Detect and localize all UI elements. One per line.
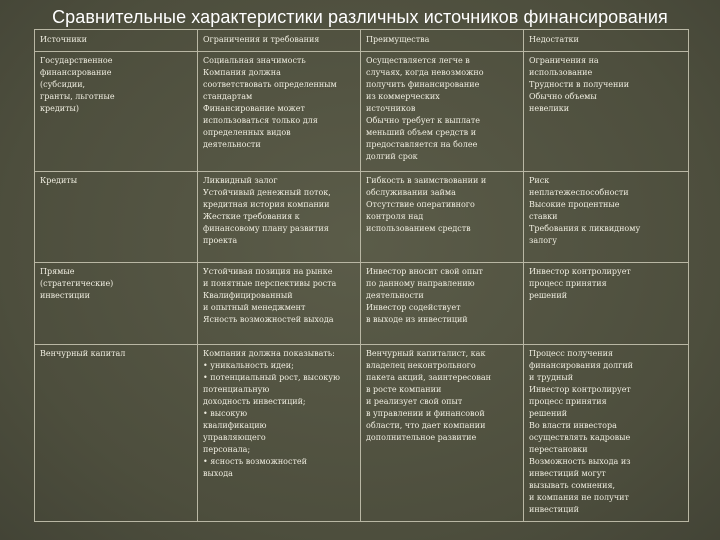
- cell-text-line: Во власти инвестора: [529, 421, 617, 430]
- header-cell-disadvantages: Недостатки: [524, 30, 689, 52]
- disadvantages-cell: [524, 172, 689, 263]
- cell-text-line: Трудности в получении: [529, 80, 630, 89]
- cell-text-line: финансирования долгий: [529, 361, 633, 370]
- cell-text-line: решений: [529, 291, 568, 300]
- table-row: [35, 263, 689, 345]
- cell-text-line: гранты, льготные: [40, 92, 115, 101]
- cell-text-line: Компания должна: [203, 68, 281, 77]
- cell-text-line: стандартам: [203, 92, 253, 101]
- cell-text-line: определенных видов: [203, 128, 291, 137]
- cell-text-line: Высокие процентные: [529, 200, 620, 209]
- advantages-cell: [361, 345, 524, 522]
- cell-text-line: предоставляется на более: [366, 140, 478, 149]
- cell-text-line: долгий срок: [366, 152, 418, 161]
- cell-text-line: персонала;: [203, 445, 251, 454]
- cell-text-line: процесс принятия: [529, 279, 607, 288]
- cell-text-line: обслуживании займа: [366, 188, 456, 197]
- cell-text-line: неплатежеспособности: [529, 188, 629, 197]
- cell-text-line: решений: [529, 409, 568, 418]
- cell-text-line: Кредиты: [40, 176, 78, 185]
- cell-text-line: доходность инвестиций;: [203, 397, 306, 406]
- cell-text-line: кредитная история компании: [203, 200, 330, 209]
- table-row: [35, 345, 689, 522]
- disadvantages-cell: [524, 52, 689, 172]
- cell-text-line: (стратегические): [40, 279, 114, 288]
- header-cell-requirements: Ограничения и требования: [198, 30, 361, 52]
- cell-text-line: осуществлять кадровые: [529, 433, 631, 442]
- cell-text-line: Инвестор контролирует: [529, 385, 631, 394]
- cell-text-line: и компания не получит: [529, 493, 629, 502]
- cell-text-line: Венчурный капиталист, как: [366, 349, 486, 358]
- cell-text-line: • ясность возможностей: [203, 457, 307, 466]
- requirements-cell: [198, 172, 361, 263]
- table-row: [35, 172, 689, 263]
- cell-text-line: соответствовать определенным: [203, 80, 337, 89]
- source-cell: [35, 52, 198, 172]
- disadvantages-cell: [524, 345, 689, 522]
- cell-text-line: Компания должна показывать:: [203, 349, 335, 358]
- cell-text-line: деятельности: [203, 140, 261, 149]
- cell-text-line: Прямые: [40, 267, 75, 276]
- cell-text-line: невелики: [529, 104, 570, 113]
- requirements-cell: [198, 263, 361, 345]
- cell-text-line: Обычно объемы: [529, 92, 597, 101]
- cell-text-line: деятельности: [366, 291, 424, 300]
- cell-text-line: в выходе из инвестиций: [366, 315, 468, 324]
- cell-text-line: инвестиций: [529, 505, 579, 514]
- cell-text-line: по данному направлению: [366, 279, 475, 288]
- source-cell: [35, 345, 198, 522]
- cell-text-line: Инвестор контролирует: [529, 267, 631, 276]
- cell-text-line: владелец неконтрольного: [366, 361, 476, 370]
- cell-text-line: • уникальность идеи;: [203, 361, 294, 370]
- cell-text-line: пакета акций, заинтересован: [366, 373, 491, 382]
- header-cell-sources: Источники: [35, 30, 198, 52]
- cell-text-line: Инвестор вносит свой опыт: [366, 267, 483, 276]
- cell-text-line: Венчурный капитал: [40, 349, 126, 358]
- cell-text-line: дополнительное развитие: [366, 433, 477, 442]
- cell-text-line: залогу: [529, 236, 557, 245]
- cell-text-line: управляющего: [203, 433, 266, 442]
- cell-text-line: случаях, когда невозможно: [366, 68, 484, 77]
- cell-text-line: • потенциальный рост, высокую: [203, 373, 340, 382]
- advantages-cell: [361, 263, 524, 345]
- cell-text-line: ставки: [529, 212, 558, 221]
- header-cell-advantages: Преимущества: [361, 30, 524, 52]
- cell-text-line: в росте компании: [366, 385, 442, 394]
- cell-text-line: использоваться только для: [203, 116, 318, 125]
- cell-text-line: области, что дает компании: [366, 421, 486, 430]
- cell-text-line: потенциальную: [203, 385, 270, 394]
- cell-text-line: в управлении и финансовой: [366, 409, 485, 418]
- cell-text-line: Устойчивый денежный поток,: [203, 188, 331, 197]
- advantages-cell: [361, 172, 524, 263]
- cell-text-line: Инвестор содействует: [366, 303, 461, 312]
- source-cell: [35, 263, 198, 345]
- cell-text-line: Ликвидный залог: [203, 176, 278, 185]
- cell-text-line: Риск: [529, 176, 550, 185]
- cell-text-line: Устойчивая позиция на рынке: [203, 267, 333, 276]
- cell-text-line: Ограничения на: [529, 56, 599, 65]
- advantages-cell: [361, 52, 524, 172]
- cell-text-line: Социальная значимость: [203, 56, 306, 65]
- cell-text-line: из коммерческих: [366, 92, 440, 101]
- cell-text-line: Жесткие требования к: [203, 212, 300, 221]
- cell-text-line: Финансирование может: [203, 104, 305, 113]
- cell-text-line: Требования к ликвидному: [529, 224, 641, 233]
- cell-text-line: Отсутствие оперативного: [366, 200, 475, 209]
- cell-text-line: контроля над: [366, 212, 424, 221]
- cell-text-line: Квалифицированный: [203, 291, 293, 300]
- cell-text-line: квалификацию: [203, 421, 267, 430]
- slide-title: Сравнительные характеристики различных источников финансирования: [52, 7, 668, 27]
- cell-text-line: получить финансирование: [366, 80, 480, 89]
- cell-text-line: Гибкость в заимствовании и: [366, 176, 487, 185]
- table-row: [35, 52, 689, 172]
- cell-text-line: • высокую: [203, 409, 248, 418]
- cell-text-line: финансовому плану развития: [203, 224, 329, 233]
- cell-text-line: использованием средств: [366, 224, 471, 233]
- cell-text-line: выхода: [203, 469, 233, 478]
- cell-text-line: финансирование: [40, 68, 112, 77]
- cell-text-line: перестановки: [529, 445, 588, 454]
- cell-text-line: инвестиций могут: [529, 469, 606, 478]
- cell-text-line: Государственное: [40, 56, 113, 65]
- cell-text-line: инвестиции: [40, 291, 90, 300]
- cell-text-line: процесс принятия: [529, 397, 607, 406]
- cell-text-line: и понятные перспективы роста: [203, 279, 337, 288]
- cell-text-line: источников: [366, 104, 416, 113]
- cell-text-line: кредиты): [40, 104, 80, 113]
- requirements-cell: [198, 345, 361, 522]
- requirements-cell: [198, 52, 361, 172]
- comparison-table: [34, 29, 689, 522]
- cell-text-line: Возможность выхода из: [529, 457, 631, 466]
- cell-text-line: проекта: [203, 236, 238, 245]
- cell-text-line: и опытный менеджмент: [203, 303, 306, 312]
- cell-text-line: Осуществляется легче в: [366, 56, 470, 65]
- cell-text-line: Обычно требует к выплате: [366, 116, 480, 125]
- disadvantages-cell: [524, 263, 689, 345]
- cell-text-line: меньший объем средств и: [366, 128, 477, 137]
- source-cell: [35, 172, 198, 263]
- cell-text-line: вызывать сомнения,: [529, 481, 616, 490]
- cell-text-line: и трудный: [529, 373, 574, 382]
- cell-text-line: (субсидии,: [40, 80, 86, 89]
- cell-text-line: Ясность возможностей выхода: [203, 315, 334, 324]
- cell-text-line: использование: [529, 68, 593, 77]
- cell-text-line: Процесс получения: [529, 349, 613, 358]
- table-header-row: [35, 30, 689, 52]
- cell-text-line: и реализует свой опыт: [366, 397, 463, 406]
